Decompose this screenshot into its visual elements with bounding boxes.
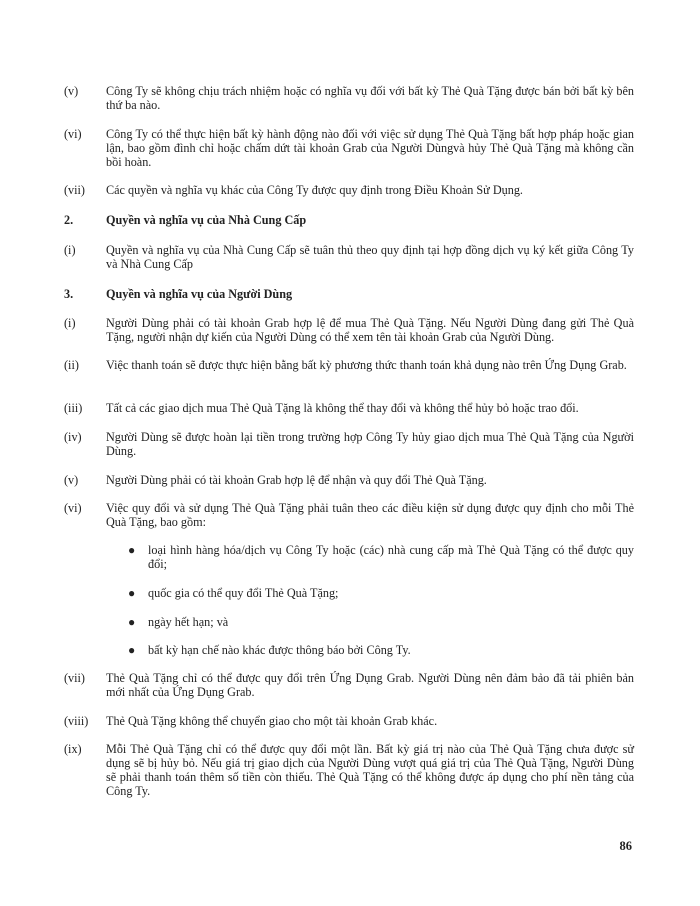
bullet-text: loại hình hàng hóa/dịch vụ Công Ty hoặc (các) nhà cung cấp mà Thẻ Quà Tặng có thể được quy đổi; xyxy=(148,543,634,571)
clause-item xyxy=(64,358,634,372)
clause-number: (i) xyxy=(64,243,76,257)
bullet-item xyxy=(128,586,634,600)
bullet-text: bất kỳ hạn chế nào khác được thông báo bởi Công Ty. xyxy=(148,643,411,657)
clause-text: Mỗi Thẻ Quà Tặng chỉ có thể được quy đổi một lần. Bất kỳ giá trị nào của Thẻ Quà Tặng chưa được sử dụng sẽ bị hủy bỏ. Nếu giá trị giao dịch của Người Dùng vượt quá giá trị của Thẻ Quà Tặng, Người Dùng sẽ phải thanh toán thêm số tiền còn thiếu. Thẻ Quà Tặng có thể không được áp dụng cho phí nền tảng của Công Ty. xyxy=(106,742,634,798)
clause-number: (v) xyxy=(64,84,79,98)
clause-number: (ii) xyxy=(64,358,79,372)
clause-number: (vi) xyxy=(64,127,82,141)
clause-number: (viii) xyxy=(64,714,89,728)
clause-item xyxy=(64,401,634,415)
section-heading xyxy=(64,213,634,227)
section-title: Quyền và nghĩa vụ của Người Dùng xyxy=(106,287,293,301)
clause-text: Công Ty sẽ không chịu trách nhiệm hoặc có nghĩa vụ đối với bất kỳ Thẻ Quà Tặng được bán bởi bất kỳ bên thứ ba nào. xyxy=(106,84,634,112)
clause-text: Các quyền và nghĩa vụ khác của Công Ty được quy định trong Điều Khoản Sử Dụng. xyxy=(106,183,523,197)
section-title: Quyền và nghĩa vụ của Nhà Cung Cấp xyxy=(106,213,307,227)
bullet-icon: ● xyxy=(128,543,136,557)
bullet-item xyxy=(128,615,634,629)
bullet-icon: ● xyxy=(128,615,136,629)
clause-number: (i) xyxy=(64,316,76,330)
clause-number: (iii) xyxy=(64,401,83,415)
clause-number: (vii) xyxy=(64,671,85,685)
clause-item xyxy=(64,243,634,271)
clause-item xyxy=(64,84,634,112)
bullet-item xyxy=(128,543,634,571)
clause-number: (vi) xyxy=(64,501,82,515)
clause-text: Người Dùng phải có tài khoản Grab hợp lệ để mua Thẻ Quà Tặng. Nếu Người Dùng đang gửi Thẻ Quà Tặng, người nhận dự kiến của Người Dùng có thể xem tên tài khoản Grab của Người Dùng. xyxy=(106,316,634,344)
bullet-text: ngày hết hạn; và xyxy=(148,615,229,629)
section-number: 3. xyxy=(64,287,74,301)
clause-number: (v) xyxy=(64,473,79,487)
bullet-icon: ● xyxy=(128,586,136,600)
clause-item xyxy=(64,671,634,699)
clause-item xyxy=(64,501,634,529)
clause-number: (ix) xyxy=(64,742,82,756)
clause-item xyxy=(64,430,634,458)
clause-item xyxy=(64,127,634,169)
clause-number: (vii) xyxy=(64,183,85,197)
clause-item xyxy=(64,714,634,728)
clause-text: Quyền và nghĩa vụ của Nhà Cung Cấp sẽ tuân thủ theo quy định tại hợp đồng dịch vụ ký kết giữa Công Ty và Nhà Cung Cấp xyxy=(106,243,634,271)
clause-text: Người Dùng phải có tài khoản Grab hợp lệ để nhận và quy đổi Thẻ Quà Tặng. xyxy=(106,473,487,487)
clause-text: Việc thanh toán sẽ được thực hiện bằng bất kỳ phương thức thanh toán khả dụng nào trên Ứng Dụng Grab. xyxy=(106,358,627,372)
clause-text: Công Ty có thể thực hiện bất kỳ hành động nào đối với việc sử dụng Thẻ Quà Tặng bất hợp pháp hoặc gian lận, bao gồm đình chỉ hoặc chấm dứt tài khoản Grab của Người Dùngvà hủy Thẻ Quà Tặng mà không cần bồi hoàn. xyxy=(106,127,634,169)
clause-text: Tất cả các giao dịch mua Thẻ Quà Tặng là không thể thay đổi và không thể hủy bỏ hoặc trao đổi. xyxy=(106,401,579,415)
clause-text: Thẻ Quà Tặng chỉ có thể được quy đổi trên Ứng Dụng Grab. Người Dùng nên đảm bảo đã tải phiên bản mới nhất của Ứng Dụng Grab. xyxy=(106,671,634,699)
clause-text: Việc quy đổi và sử dụng Thẻ Quà Tặng phải tuân theo các điều kiện sử dụng được quy định cho mỗi Thẻ Quà Tặng, bao gồm: xyxy=(106,501,634,529)
clause-item xyxy=(64,742,634,798)
clause-item xyxy=(64,183,634,197)
section-heading xyxy=(64,287,634,301)
clause-item xyxy=(64,316,634,344)
clause-text: Người Dùng sẽ được hoàn lại tiền trong trường hợp Công Ty hủy giao dịch mua Thẻ Quà Tặng của Người Dùng. xyxy=(106,430,634,458)
page-number: 86 xyxy=(619,839,632,853)
section-number: 2. xyxy=(64,213,74,227)
clause-text: Thẻ Quà Tặng không thể chuyển giao cho một tài khoản Grab khác. xyxy=(106,714,438,728)
bullet-text: quốc gia có thể quy đổi Thẻ Quà Tặng; xyxy=(148,586,339,600)
bullet-icon: ● xyxy=(128,643,136,657)
clause-number: (iv) xyxy=(64,430,82,444)
clause-item xyxy=(64,473,634,487)
bullet-item xyxy=(128,643,634,657)
